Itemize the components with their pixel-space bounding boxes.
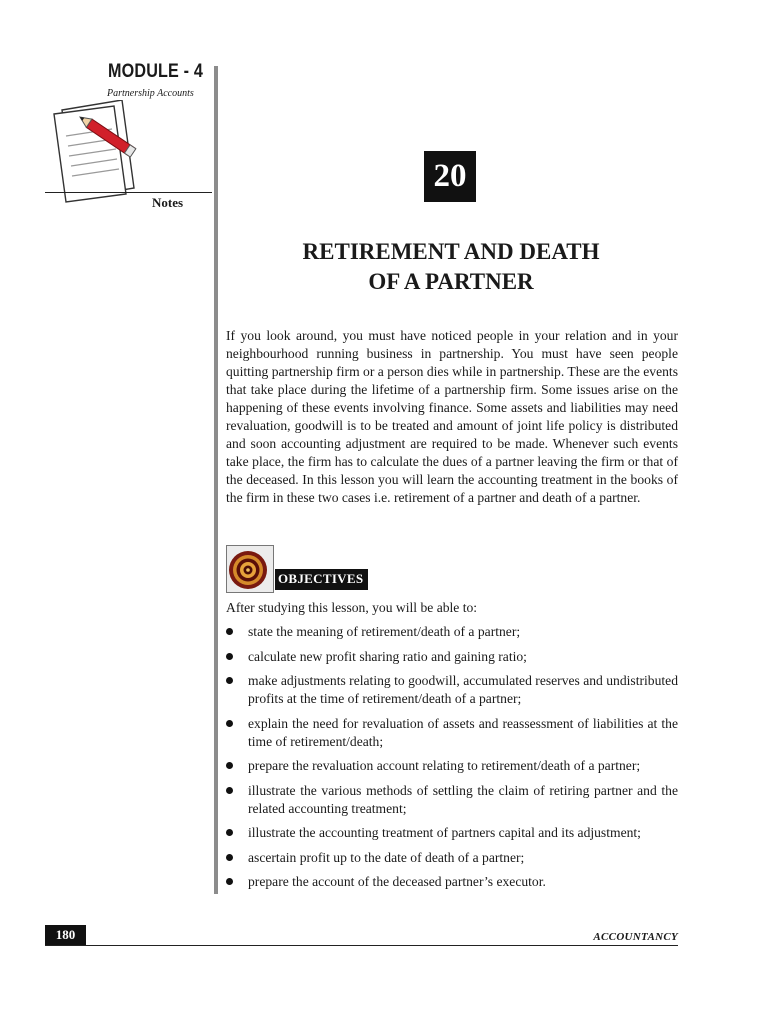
objective-item xyxy=(226,824,678,842)
notes-label: Notes xyxy=(152,195,184,210)
objective-text: prepare the revaluation account relating to retirement/death of a partner; xyxy=(248,758,641,773)
bullet-icon xyxy=(226,653,233,660)
bullet-icon xyxy=(226,878,233,885)
target-icon xyxy=(226,545,274,593)
intro-paragraph: If you look around, you must have noticed people in your relation and in your neighbourhood running business in partnership. You must have seen people quitting partnership firm or a person dies while in partnership. These are the events that take place during the lifetime of a partnership firm. Some issues arise on the happening of these events involving finance. Some assets and liabilities may need revaluation, goodwill is to be treated and amount of joint life policy is distributed and soon accounting adjustment are required to be made. Whenever such events take place, the firm has to calculate the dues of a partner leaving the firm or that of the deceased. In this lesson you will learn the accounting treatment in the books of the firm in these two cases i.e. retirement of a partner and death of a partner. xyxy=(226,328,678,505)
footer-subject: ACCOUNTANCY xyxy=(593,931,678,943)
objectives-list xyxy=(226,623,678,898)
module-subtitle: Partnership Accounts xyxy=(107,88,194,99)
objective-item xyxy=(226,873,678,891)
bullet-icon xyxy=(226,762,233,769)
objective-text: prepare the account of the deceased partner’s executor. xyxy=(248,874,546,889)
sidebar-rule xyxy=(214,66,218,894)
objective-text: state the meaning of retirement/death of a partner; xyxy=(248,624,521,639)
notepad-pencil-icon xyxy=(44,100,149,206)
objectives-lead: After studying this lesson, you will be able to: xyxy=(226,600,478,615)
footer-rule xyxy=(45,945,678,946)
objective-item xyxy=(226,757,678,775)
page-number: 180 xyxy=(45,925,86,945)
objective-item xyxy=(226,849,678,867)
chapter-title-line1: RETIREMENT AND DEATH xyxy=(302,239,600,264)
chapter-number: 20 xyxy=(424,151,476,202)
bullet-icon xyxy=(226,628,233,635)
objective-text: explain the need for revaluation of assets and reassessment of liabilities at the time of retirement/death; xyxy=(248,715,678,749)
objective-text: make adjustments relating to goodwill, accumulated reserves and undistributed profits at the time of retirement/death of a partner; xyxy=(248,673,678,706)
bullet-icon xyxy=(226,854,233,861)
objective-item xyxy=(226,672,678,708)
objective-text: illustrate the accounting treatment of partners capital and its adjustment; xyxy=(248,825,641,840)
objective-text: ascertain profit up to the date of death of a partner; xyxy=(248,849,525,865)
objective-item xyxy=(226,782,678,818)
module-title: MODULE - 4 xyxy=(108,61,204,82)
bullet-icon xyxy=(226,677,233,684)
chapter-title xyxy=(240,237,662,297)
bullet-icon xyxy=(226,829,233,836)
objective-item xyxy=(226,715,678,751)
objective-item xyxy=(226,623,678,641)
objectives-label: OBJECTIVES xyxy=(275,569,368,590)
objective-text: calculate new profit sharing ratio and gaining ratio; xyxy=(248,648,527,664)
notes-rule xyxy=(45,192,212,193)
objective-item xyxy=(226,648,678,666)
chapter-title-line2: OF A PARTNER xyxy=(368,269,534,294)
bullet-icon xyxy=(226,720,233,727)
objective-text: illustrate the various methods of settling the claim of retiring partner and the related accounting treatment; xyxy=(248,782,678,816)
bullet-icon xyxy=(226,787,233,794)
